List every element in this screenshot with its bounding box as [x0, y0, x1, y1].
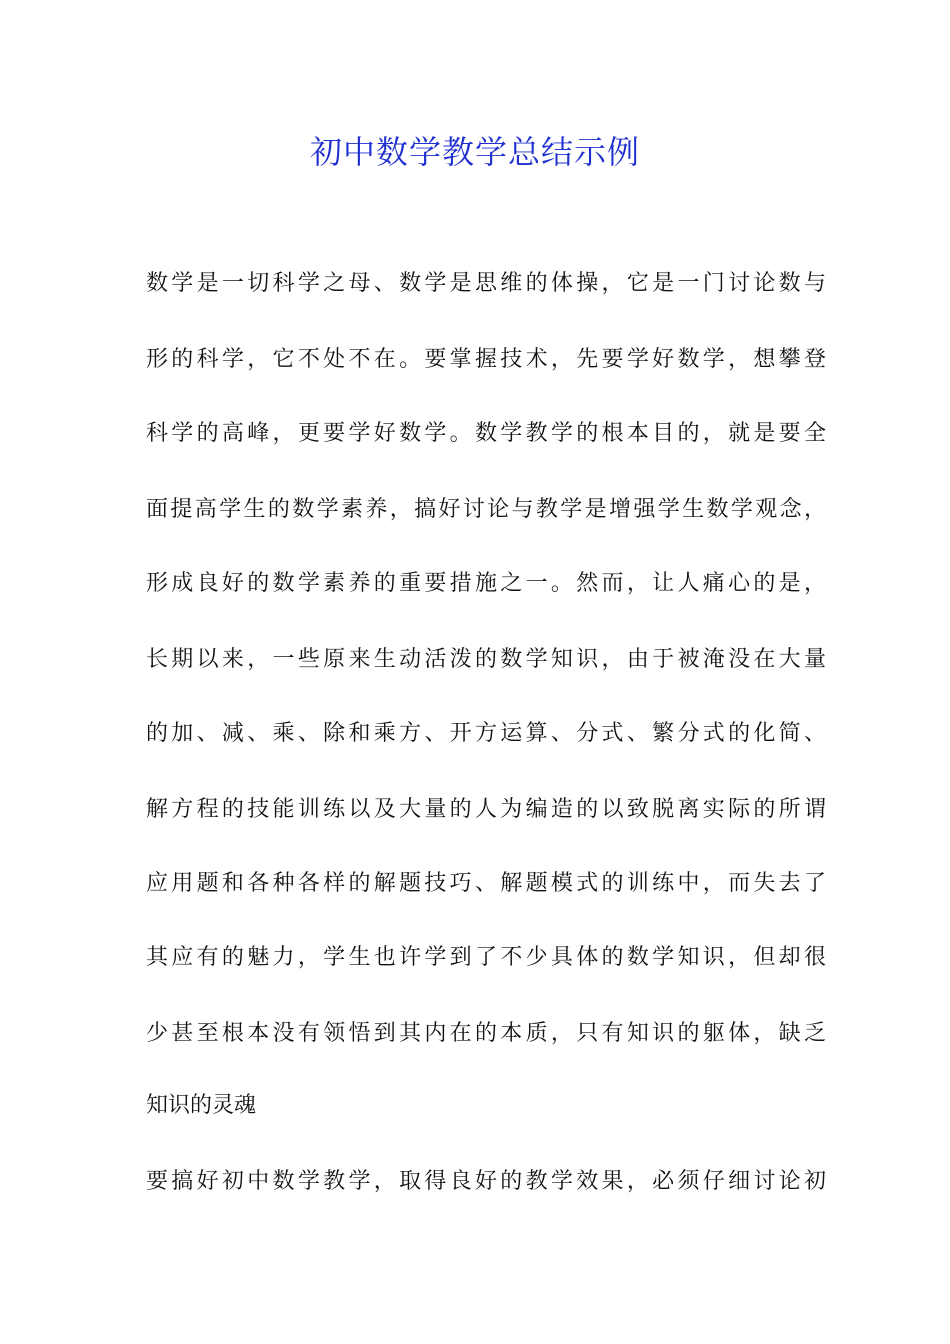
paragraph-1-line-4: 面提高学生的数学素养，搞好讨论与教学是增强学生数学观念，	[146, 497, 826, 522]
paragraph-1-line-1: 数学是一切科学之母、数学是思维的体操，它是一门讨论数与	[146, 271, 826, 296]
paragraph-1-line-3: 科学的高峰，更要学好数学。数学教学的根本目的，就是要全	[146, 421, 826, 446]
paragraph-1-line-2: 形的科学，它不处不在。要掌握技术，先要学好数学，想攀登	[146, 347, 826, 372]
paragraph-1-line-9: 应用题和各种各样的解题技巧、解题模式的训练中，而失去了	[146, 871, 826, 896]
paragraph-1-line-7: 的加、减、乘、除和乘方、开方运算、分式、繁分式的化简、	[146, 721, 826, 746]
paragraph-1-line-5: 形成良好的数学素养的重要措施之一。然而，让人痛心的是，	[146, 571, 826, 596]
paragraph-1-line-12: 知识的灵魂	[146, 1093, 257, 1118]
document-title: 初中数学教学总结示例	[309, 133, 640, 171]
paragraph-1-line-10: 其应有的魅力，学生也许学到了不少具体的数学知识，但却很	[146, 945, 826, 970]
paragraph-1-line-8: 解方程的技能训练以及大量的人为编造的以致脱离实际的所谓	[146, 797, 826, 822]
paragraph-1-line-11: 少甚至根本没有领悟到其内在的本质，只有知识的躯体，缺乏	[146, 1021, 826, 1046]
paragraph-1-line-6: 长期以来，一些原来生动活泼的数学知识，由于被淹没在大量	[146, 647, 826, 672]
paragraph-2-line-1: 要搞好初中数学教学，取得良好的教学效果，必须仔细讨论初	[146, 1169, 826, 1194]
